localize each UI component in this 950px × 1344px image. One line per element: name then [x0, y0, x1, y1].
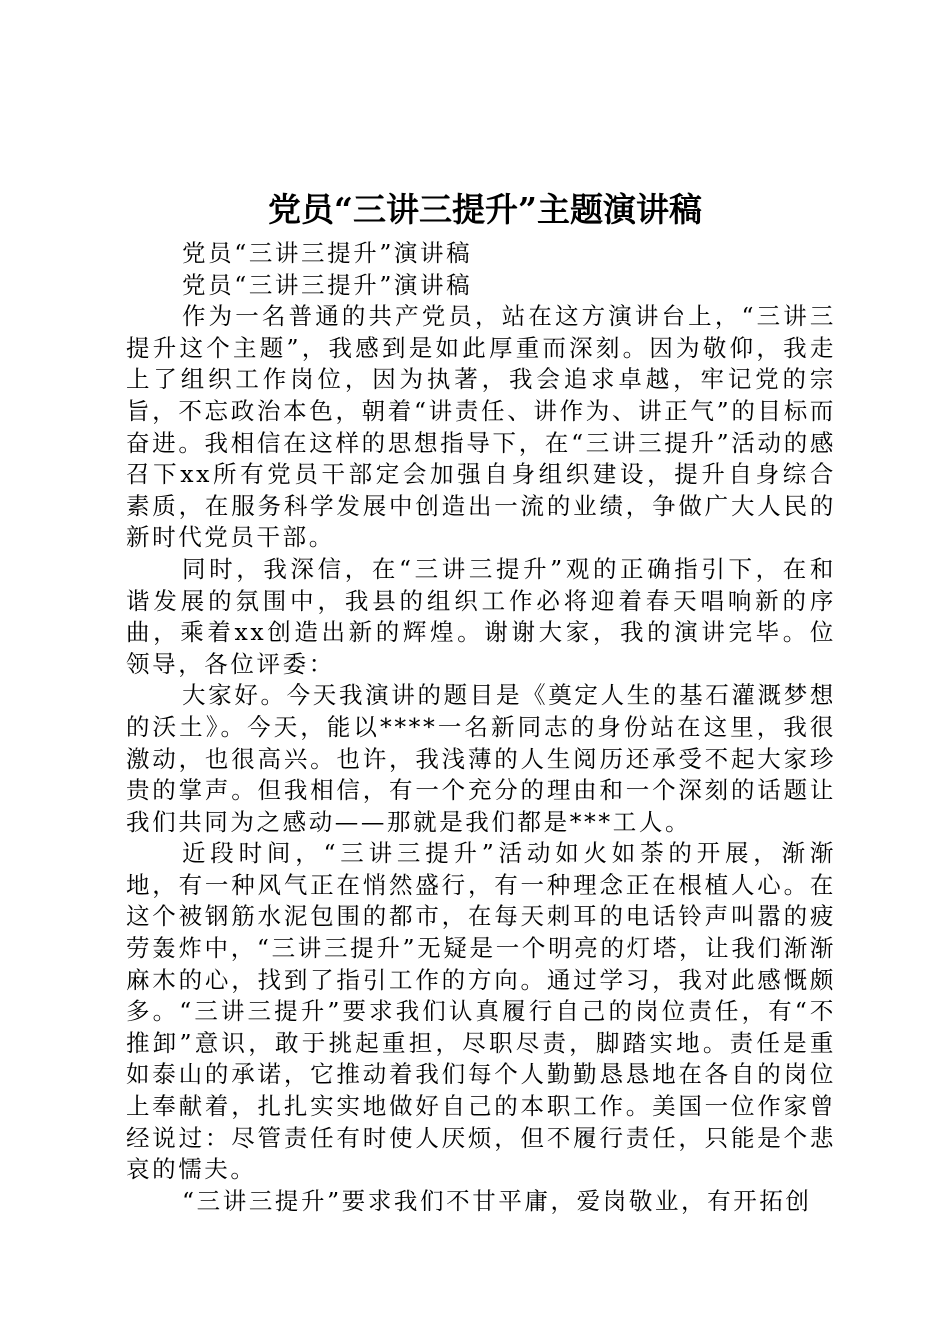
document-page — [126, 186, 836, 1217]
paragraph: 大家好。今天我演讲的题目是《奠定人生的基石灌溉梦想的沃土》。今天，能以****一名新同志的身份站在这里，我很激动，也很高兴。也许，我浅薄的人生阅历还承受不起大家珍贵的掌声。但我相信，有一个充分的理由和一个深刻的话题让我们共同为之感动——那就是我们都是***工人。 — [126, 681, 836, 836]
paragraph: “三讲三提升”要求我们不甘平庸，爱岗敬业，有开拓创 — [182, 1186, 812, 1215]
paragraph: 党员“三讲三提升”演讲稿 — [182, 239, 473, 267]
document-title: 党员“三讲三提升”主题演讲稿 — [268, 190, 702, 229]
paragraph: 党员“三讲三提升”演讲稿 — [182, 270, 473, 299]
paragraph: 同时，我深信，在“三讲三提升”观的正确指引下，在和谐发展的氛围中，我县的组织工作必将迎着春天唱响新的序曲，乘着xx创造出新的辉煌。谢谢大家，我的演讲完毕。位领导，各位评委： — [126, 554, 836, 678]
document-body — [126, 238, 836, 1217]
paragraph: 作为一名普通的共产党员，站在这方演讲台上，“三讲三提升这个主题”，我感到是如此厚重而深刻。因为敬仰，我走上了组织工作岗位，因为执著，我会追求卓越，牢记党的宗旨，不忘政治本色，朝着“讲责任、讲作为、讲正气”的目标而奋进。我相信在这样的思想指导下，在“三讲三提升”活动的感召下xx所有党员干部定会加强自身组织建设，提升自身综合素质，在服务科学发展中创造出一流的业绩，争做广大人民的新时代党员干部。 — [126, 302, 836, 552]
paragraph: 近段时间，“三讲三提升”活动如火如荼的开展，渐渐地，有一种风气正在悄然盛行，有一种理念正在根植人心。在这个被钢筋水泥包围的都市，在每天刺耳的电话铃声叫嚣的疲劳轰炸中，“三讲三提升”无疑是一个明亮的灯塔，让我们渐渐麻木的心，找到了指引工作的方向。通过学习，我对此感慨颇多。“三讲三提升”要求我们认真履行自己的岗位责任，有“不推卸”意识，敢于挑起重担，尽职尽责，脚踏实地。责任是重如泰山的承诺，它推动着我们每个人勤勤恳恳地在各自的岗位上奉献着，扎扎实实地做好自己的本职工作。美国一位作家曾经说过：尽管责任有时使人厌烦，但不履行责任，只能是个悲哀的懦夫。 — [126, 839, 836, 1184]
